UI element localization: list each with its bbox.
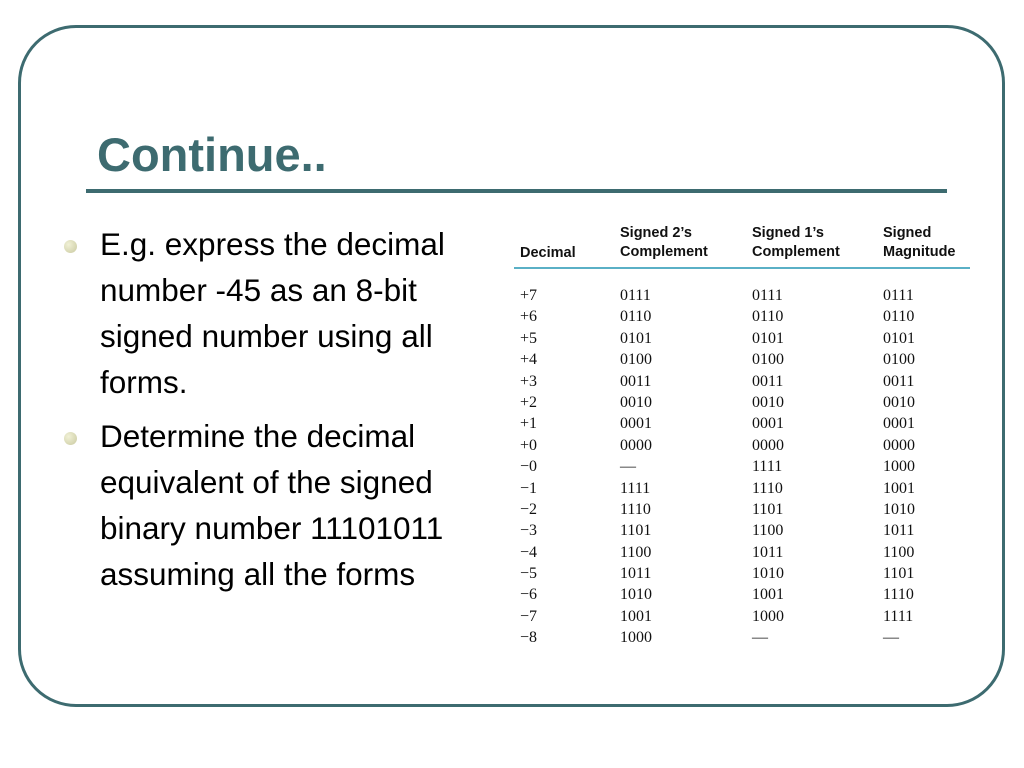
table-cell: 1010 xyxy=(620,586,652,604)
table-cell: −0 xyxy=(520,458,538,476)
header-label: Signed xyxy=(883,225,932,241)
table-cell: −7 xyxy=(520,607,538,625)
table-header-divider xyxy=(514,267,970,269)
table-cell: +6 xyxy=(520,308,538,326)
header-label: Signed 2’s xyxy=(620,225,692,241)
table-cell: 0011 xyxy=(883,372,915,390)
table-cell: −8 xyxy=(520,629,538,647)
header-label: Complement xyxy=(620,244,708,260)
header-label: Complement xyxy=(752,244,840,260)
table-cell: 0110 xyxy=(883,308,915,326)
table-cell: −6 xyxy=(520,586,538,604)
table-cell: +2 xyxy=(520,393,538,411)
table-cell: 0111 xyxy=(620,287,651,304)
table-cell: −1 xyxy=(520,479,538,497)
table-cell: 0001 xyxy=(620,415,652,433)
table-cell: 0001 xyxy=(883,415,915,433)
table-cell: 0110 xyxy=(752,308,784,326)
table-cell: 0001 xyxy=(752,415,784,433)
table-cell: — xyxy=(620,458,636,476)
table-cell: 1011 xyxy=(752,543,784,561)
table-cell: 1011 xyxy=(883,522,915,540)
table-cell: 1111 xyxy=(620,479,651,497)
bullet-dot-icon xyxy=(64,240,77,253)
table-cell: −3 xyxy=(520,522,538,540)
table-cell: — xyxy=(752,629,768,647)
bullet-item xyxy=(60,221,500,405)
header-twos-complement xyxy=(620,224,708,262)
table-cell: −2 xyxy=(520,500,538,518)
table-cell: 0010 xyxy=(620,393,652,411)
table-cell: 1001 xyxy=(620,607,652,625)
table-cell: +5 xyxy=(520,329,538,347)
table-cell: 1010 xyxy=(883,500,915,518)
title-divider xyxy=(86,189,947,193)
table-cell: 1100 xyxy=(752,522,784,540)
table-cell: 0011 xyxy=(620,372,652,390)
table-cell: 0101 xyxy=(883,329,915,347)
table-cell: −4 xyxy=(520,543,538,561)
table-cell: −5 xyxy=(520,565,538,583)
table-cell: 1100 xyxy=(883,543,915,561)
table-cell: 1101 xyxy=(620,522,652,540)
table-cell: 0111 xyxy=(883,287,914,304)
table-cell: 0101 xyxy=(752,329,784,347)
table-cell: 0000 xyxy=(620,436,652,454)
table-cell: 0100 xyxy=(752,351,784,369)
table-cell: 0111 xyxy=(752,287,783,304)
table-cell: 1001 xyxy=(883,479,915,497)
table-cell: 1101 xyxy=(752,500,784,518)
table-cell: 1100 xyxy=(620,543,652,561)
table-cell: +1 xyxy=(520,415,538,433)
bullet-list xyxy=(60,221,500,605)
header-label: Signed 1’s xyxy=(752,225,824,241)
table-cell: 1000 xyxy=(620,629,652,647)
header-decimal xyxy=(520,244,576,263)
table-cell: 1110 xyxy=(620,500,651,518)
table-cell: 0011 xyxy=(752,372,784,390)
table-cell: 0100 xyxy=(620,351,652,369)
table-cell: +3 xyxy=(520,372,538,390)
table-cell: 1101 xyxy=(883,565,915,583)
header-ones-complement xyxy=(752,224,840,262)
table-header xyxy=(516,220,968,265)
table-cell: +0 xyxy=(520,436,538,454)
table-cell: 0010 xyxy=(883,393,915,411)
table-cell: 0100 xyxy=(883,351,915,369)
table-cell: 1000 xyxy=(752,607,784,625)
table-cell: 0110 xyxy=(620,308,652,326)
header-signed-magnitude xyxy=(883,224,956,262)
table-cell: 1111 xyxy=(883,607,914,625)
table-cell: 1010 xyxy=(752,565,784,583)
table-cell: — xyxy=(883,629,899,647)
header-label: Magnitude xyxy=(883,244,956,260)
bullet-item xyxy=(60,413,500,597)
table-cell: 0101 xyxy=(620,329,652,347)
bullet-text: Determine the decimal equivalent of the signed binary number 11101011 assuming all the forms xyxy=(100,418,444,592)
slide-title: Continue.. xyxy=(97,128,327,181)
table-cell: 1111 xyxy=(752,458,783,476)
table-cell: 0000 xyxy=(752,436,784,454)
table-cell: 1110 xyxy=(883,586,914,604)
table-cell: 1011 xyxy=(620,565,652,583)
bullet-dot-icon xyxy=(64,432,77,445)
table-cell: 0010 xyxy=(752,393,784,411)
table-cell: +4 xyxy=(520,351,538,369)
bullet-text: E.g. express the decimal number -45 as an 8-bit signed number using all forms. xyxy=(100,226,445,400)
table-cell: 1110 xyxy=(752,479,783,497)
table-cell: +7 xyxy=(520,287,538,304)
signed-number-table xyxy=(516,220,968,265)
table-cell: 1001 xyxy=(752,586,784,604)
table-cell: 1000 xyxy=(883,458,915,476)
table-cell: 0000 xyxy=(883,436,915,454)
header-decimal-label: Decimal xyxy=(520,245,576,261)
